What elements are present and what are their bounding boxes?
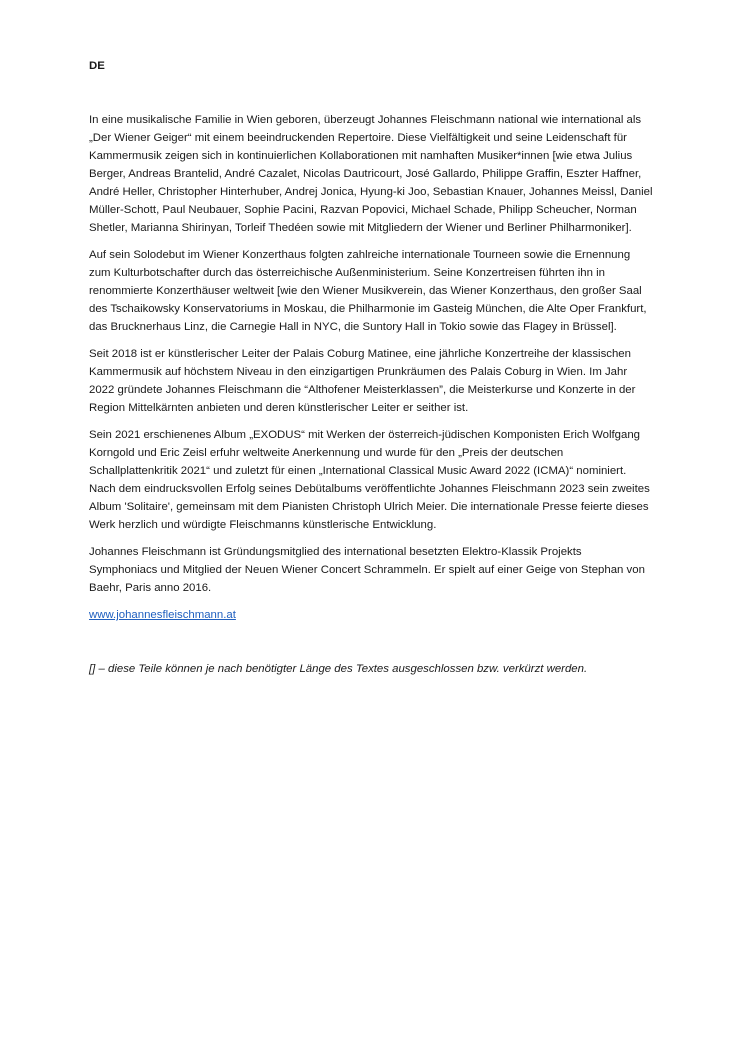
footnote: [] – diese Teile können je nach benötigter Länge des Textes ausgeschlossen bzw. verkürzt werden.	[89, 663, 588, 675]
paragraph-albums: Sein 2021 erschienenes Album „EXODUS“ mit Werken der österreich-jüdischen Komponisten Erich Wolfgang Korngold und Eric Zeisl erfuhr weltweite Anerkennung und wurde für den „Preis der deutschen Schallplattenkritik 2021“ und zuletzt für einen „International Classical Music Award 2022 (ICMA)“ nominiert. Nach dem eindrucksvollen Erfolg seines Debütalbums veröffentlichte Johannes Fleischmann 2023 sein zweites Album 'Solitaire', gemeinsam mit dem Pianisten Christoph Ulrich Meier. Die internationale Presse feierte dieses Werk herzlich und würdigte Fleischmanns künstlerische Entwicklung.	[89, 429, 650, 531]
language-label: DE	[89, 60, 105, 72]
document-body	[89, 57, 653, 678]
paragraph-matinee: Seit 2018 ist er künstlerischer Leiter der Palais Coburg Matinee, eine jährliche Konzertreihe der klassischen Kammermusik auf höchstem Niveau in den einzigartigen Prunkräumen des Palais Coburg in Wien. Im Jahr 2022 gründete Johannes Fleischmann die “Althofener Meisterklassen”, die Meisterkurse und Konzerte in der Region Mittelkärnten anbieten und deren künstlerischer Leiter er seither ist.	[89, 348, 636, 414]
paragraph-projects: Johannes Fleischmann ist Gründungsmitglied des international besetzten Elektro-Klassik Projekts Symphoniacs und Mitglied der Neuen Wiener Concert Schrammeln. Er spielt auf einer Geige von Stephan von Baehr, Paris anno 2016.	[89, 546, 645, 594]
website-link-line	[89, 606, 653, 624]
paragraph-concerts: Auf sein Solodebut im Wiener Konzerthaus folgten zahlreiche internationale Tourneen sowie die Ernennung zum Kulturbotschafter durch das österreichische Außenministerium. Seine Konzertreisen führten ihn in renommierte Konzerthäuser weltweit [wie den Wiener Musikverein, das Wiener Konzerthaus, den großer Saal des Tschaikowsky Konservatoriums in Moskau, die Philharmonie im Gasteig München, die Alte Oper Frankfurt, das Brucknerhaus Linz, die Carnegie Hall in NYC, die Suntory Hall in Tokio sowie das Flagey in Brüssel].	[89, 249, 647, 333]
website-link[interactable]: www.johannesfleischmann.at	[89, 609, 236, 621]
paragraph-biography: In eine musikalische Familie in Wien geboren, überzeugt Johannes Fleischmann national wie international als „Der Wiener Geiger“ mit einem beeindruckenden Repertoire. Diese Vielfältigkeit und seine Leidenschaft für Kammermusik zeigen sich in kontinuierlichen Kollaborationen mit namhaften Musiker*innen [wie etwa Julius Berger, Andreas Brantelid, André Cazalet, Nicolas Dautricourt, José Gallardo, Philippe Graffin, Eszter Haffner, André Heller, Christopher Hinterhuber, Andrej Jonica, Hyung-ki Joo, Sebastian Knauer, Johannes Meissl, Daniel Müller-Schott, Paul Neubauer, Sophie Pacini, Razvan Popovici, Michael Schade, Philipp Scheucher, Norman Shetler, Marianna Shirinyan, Torleif Thedéen sowie mit Mitgliedern der Wiener und Berliner Philharmoniker].	[89, 114, 653, 234]
